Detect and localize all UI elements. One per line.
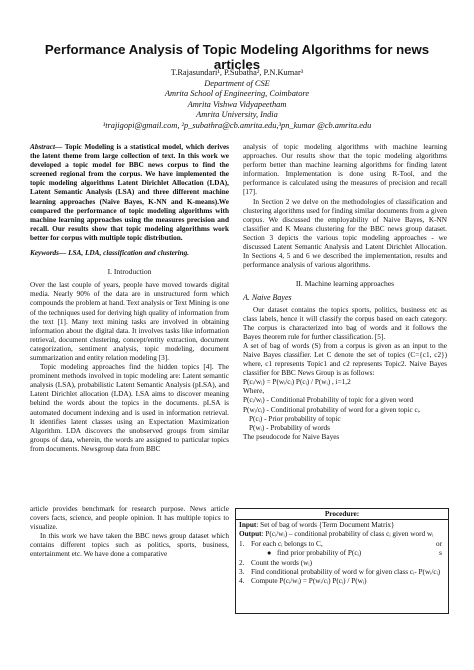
pseudocode-intro: The pseudocode for Naive Bayes: [243, 432, 340, 441]
procedure-header: Procedure:: [236, 509, 448, 520]
step-overflow-text: or: [435, 539, 442, 548]
procedure-output-text: : P(cᵢ/wᵢ) – conditional probability of class cᵢ given word wᵢ: [261, 530, 434, 539]
right-paragraph-2: In Section 2 we delve on the methodologies of classification and clustering algorithms used for finding similar documents from a given corpus. We discussed the employability of Naive Bayes, K-NN classifier and K Means clustering for the BBC news group dataset. Section 3 depicts the various topic modeling approaches - we discussed Latent Semantic Analysis and Latent Dirichlet Allocation. In Sections 4, 5 and 6 we described the implementation, results and performance analysis of various algorithms.: [243, 197, 447, 270]
right-paragraph-4: A set of bag of words (S) from a corpus is given as an input to the Naive Bayes classifier. Let C denote the set of topics (C={c1, c2}) where, c1 represents Topic1 and c2 represents Topic2. Naive Bayes classifier for BBC News Group is as follows:: [243, 341, 447, 378]
step-text: Compute P(cᵢ/wᵢ) = P(wᵢ/cᵢ) P(cᵢ) / P(wᵢ): [251, 577, 367, 586]
subsection-heading-naive-bayes: A. Naive Bayes: [243, 293, 292, 303]
abstract-text: Topic Modeling is a statistical model, which derives the latent theme from large collection of text. In this work we developed a topic model for BBC news corpus to find the screened regional from the corpus. We have implemented the topic modeling algorithms Latent Dirichlet Allocation (LDA), Latent Semantic Analysis (LSA) and three different machine learning approaches (Naive Bayes, K-NN and K-means).We compared the performance of topic modeling algorithms with machine learning approaches using the measures precision and recall. Our results show that topic modeling algorithms work better for corpus with multiple topic distribution.: [30, 143, 229, 242]
abstract-label: Abstract—: [30, 143, 63, 151]
where-line-3: P(cᵢ) - Prior probability of topic: [249, 414, 341, 423]
procedure-bullet: [239, 549, 445, 558]
author-school: Amrita School of Engineering, Coimbatore: [164, 89, 310, 99]
procedure-step-1: [239, 540, 445, 549]
intro-paragraph-3: article provides benchmark for research purpose. News article covers facts, science, and people opinion. It has multiple topics to visualize.: [30, 505, 229, 532]
left-column-lower: [30, 505, 229, 560]
where-line-1: P(cᵢ/wᵢ) - Conditional Probability of topic for a given word: [243, 396, 414, 405]
author-block: [40, 68, 434, 132]
intro-paragraph-4: In this work we have taken the BBC news group dataset which contains different topics such as politics, sports, business, entertainment etc. We have done a comparative: [30, 532, 229, 559]
abstract: [30, 143, 229, 243]
procedure-step-4: [239, 577, 445, 586]
procedure-step-3: [239, 568, 445, 577]
keywords-text: LSA, LDA, classification and clustering.: [66, 249, 190, 258]
procedure-output-label: Output: [239, 530, 262, 539]
paper-title: Performance Analysis of Topic Modeling Algorithms for news articles: [44, 42, 430, 72]
procedure-output: [239, 530, 445, 539]
step-text: Count the words (wᵢ): [251, 558, 312, 567]
step-number: 4.: [239, 577, 245, 586]
author-emails: ¹trajigopi@gmail.com, ²p_subathra@cb.amrita.edu,³pn_kumar @cb.amrita.edu: [102, 120, 372, 130]
procedure-input-label: Input: [239, 521, 257, 529]
right-column: [243, 143, 447, 442]
step-number: 2.: [239, 558, 245, 567]
author-dept: Department of CSE: [204, 78, 270, 88]
step-text: Find conditional probability of word w for given class cᵢ- P(wᵢ/cᵢ): [251, 568, 441, 577]
author-univ-1: Amrita Vishwa Vidyapeetham: [187, 99, 287, 109]
intro-paragraph-2: Topic modeling approaches find the hidden topics [4]. The prominent methods involved in topic modeling are: Latent semantic analysis (LSA), probabilistic Latent Semantic Analysis (pLSA), and Latent Dirichlet allocation (LDA). LSA aims to discover meaning behind the words about the topics in the documents. pLSA is automated document indexing and is used in information retrieval. It identifies latent classes using an Expectation Maximization Algorithm. LDA discovers the unobserved groups from similar groups of data, wherein, the words are assigned to particular topics from documents. Newsgroup data from BBC: [30, 363, 229, 453]
procedure-input: [239, 521, 445, 530]
step-text: For each cᵢ belongs to C,: [251, 539, 323, 548]
step-number: 3.: [239, 568, 245, 577]
procedure-body: [236, 520, 448, 588]
section-heading-ml: II. Machine learning approaches: [295, 279, 395, 289]
bullet-text: find prior probability of P(cᵢ): [277, 549, 362, 558]
bayes-equation: P(cᵢ/wᵢ) = P(wᵢ/cᵢ) P(cᵢ) / P(wᵢ) , i=1,2: [243, 378, 351, 387]
keywords-label: Keywords—: [30, 249, 67, 258]
right-paragraph-3: Our dataset contains the topics sports, politics, business etc as class labels, hence it will classify the corpus based on each category. The corpus is characterized into bag of words and it follows the Bayes theorem rule for further classification. [5].: [243, 305, 447, 341]
intro-paragraph-1: Over the last couple of years, people have moved towards digital media. Nearly 90% of the data are in unstructured form which compounds the problem at hand. Text analysis or Text Mining is one of the techniques used for deriving high quality of information from the text [1]. Many text mining tasks are involved in obtaining information about the digital data. It involves tasks like information retrieval, document clustering, concept/entity extraction, document categorization, sentiment analysis, topic modeling, document summarization and entity relation modeling [3].: [30, 281, 229, 362]
bullet-overflow-text: s: [439, 549, 442, 558]
bullet-icon: ●: [267, 549, 272, 558]
where-line-2: P(wᵢ/cᵢ) - Conditional probability of word for a given topic cᵢ.: [243, 405, 421, 414]
section-heading-intro: I. Introduction: [107, 267, 152, 277]
left-column: [30, 143, 229, 454]
author-univ-2: Amrita University, India: [196, 110, 278, 120]
where-label: Where,: [243, 387, 265, 396]
procedure-input-text: : Set of bag of words {Term Document Matrix}: [256, 521, 395, 529]
where-line-4: P(wᵢ) - Probability of words: [249, 423, 330, 432]
step-number: 1.: [239, 539, 245, 548]
right-paragraph-1: analysis of topic modeling algorithms with machine learning approaches. Our results show that the topic modeling algorithms perform better than machine learning algorithms for finding latent information. Implementation is done using R-Tool, and the performance is calculated using the measures of precision and recall [17].: [243, 143, 447, 197]
keywords: [30, 249, 229, 258]
author-names: T.Rajasundari¹, P.Subatha², P.N.Kumar³: [170, 68, 304, 77]
procedure-box: [235, 508, 449, 614]
procedure-step-2: [239, 559, 445, 568]
